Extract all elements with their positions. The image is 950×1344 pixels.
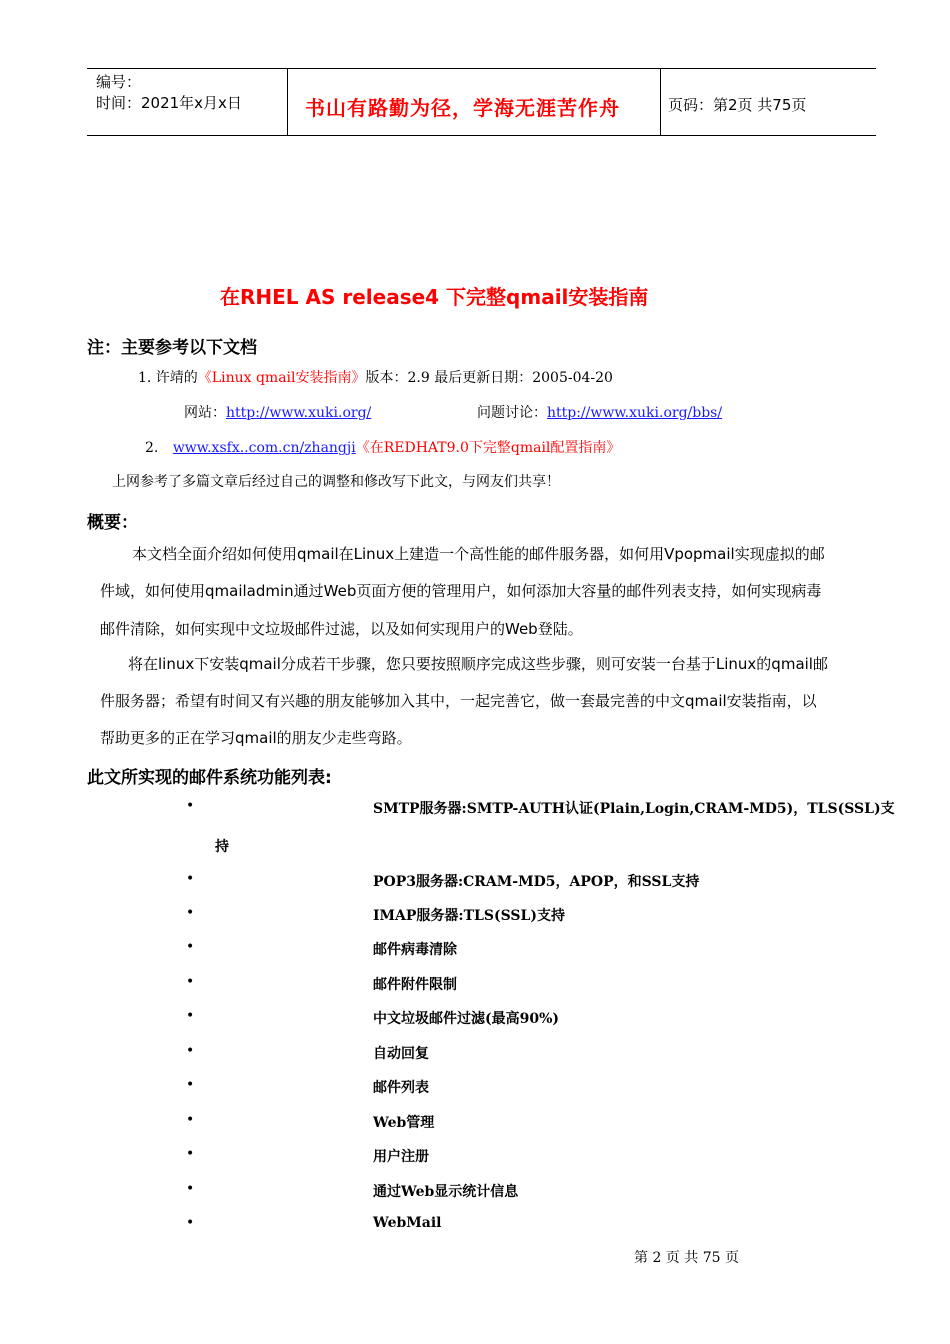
header-serial: 编号：	[96, 73, 142, 91]
feature-bullet: •	[186, 939, 195, 955]
feature-item: 自动回复	[373, 1046, 429, 1062]
feature-bullet: •	[186, 1215, 195, 1231]
feature-bullet: •	[186, 871, 195, 887]
feature-item: 通过Web显示统计信息	[373, 1184, 519, 1200]
summary-p2-line1: 将在linux下安装qmail分成若干步骤，您只要按照顺序完成这些步骤，则可安装一台基于Linux的qmail邮	[128, 655, 828, 673]
notes-remark: 上网参考了多篇文章后经过自己的调整和修改写下此文，与网友们共享！	[112, 474, 560, 490]
header-motto: 书山有路勤为径，学海无涯苦作舟	[305, 96, 620, 120]
site-link[interactable]: http://www.xuki.org/	[226, 405, 372, 421]
page-footer: 第 2 页 共 75 页	[634, 1250, 739, 1266]
feature-bullet: •	[186, 1146, 195, 1162]
reference-1-version: 版本：2.9 最后更新日期：2005-04-20	[365, 370, 613, 386]
feature-item: 邮件附件限制	[373, 977, 457, 993]
feature-item: IMAP服务器:TLS(SSL)支持	[373, 908, 565, 924]
reference-1-book[interactable]: 《Linux qmail安装指南》	[197, 370, 366, 386]
reference-1	[138, 368, 613, 388]
forum-label: 问题讨论：	[477, 405, 547, 421]
reference-1-prefix: 1. 许靖的	[138, 370, 198, 386]
reference-1-links	[184, 403, 371, 423]
feature-item-continuation: 持	[215, 839, 229, 855]
feature-item: 邮件病毒清除	[373, 942, 457, 958]
reference-2-prefix: 2.	[145, 440, 159, 456]
reference-1-forum	[477, 403, 722, 423]
feature-item: SMTP服务器:SMTP-AUTH认证(Plain,Login,CRAM-MD5)，TLS(SSL)支	[373, 801, 895, 817]
feature-item: 用户注册	[373, 1149, 429, 1165]
feature-bullet: •	[186, 1043, 195, 1059]
site-label: 网站：	[184, 405, 226, 421]
feature-item: 邮件列表	[373, 1080, 429, 1096]
feature-bullet: •	[186, 1077, 195, 1093]
feature-bullet: •	[186, 1008, 195, 1024]
feature-bullet: •	[186, 798, 195, 814]
feature-bullet: •	[186, 1181, 195, 1197]
features-heading: 此文所实现的邮件系统功能列表:	[87, 768, 332, 788]
reference-2-book[interactable]: 《在REDHAT9.0下完整qmail配置指南》	[355, 440, 621, 456]
feature-item: WebMail	[373, 1215, 442, 1231]
header-top-rule	[87, 68, 876, 69]
summary-p2-line3: 帮助更多的正在学习qmail的朋友少走些弯路。	[100, 729, 412, 747]
feature-item: 中文垃圾邮件过滤(最高90%)	[373, 1011, 560, 1027]
reference-2	[145, 438, 620, 458]
reference-2-link[interactable]: www.xsfx..com.cn/zhangji	[172, 440, 356, 456]
feature-bullet: •	[186, 1112, 195, 1128]
forum-link[interactable]: http://www.xuki.org/bbs/	[547, 405, 723, 421]
feature-item: Web管理	[373, 1115, 435, 1131]
feature-item: POP3服务器:CRAM-MD5，APOP，和SSL支持	[373, 874, 700, 890]
summary-p2-line2: 件服务器；希望有时间又有兴趣的朋友能够加入其中，一起完善它，做一套最完善的中文qmail安装指南，以	[100, 692, 817, 710]
summary-heading: 概要：	[87, 513, 138, 533]
document-title: 在RHEL AS release4 下完整qmail安装指南	[220, 285, 649, 309]
notes-heading: 注：主要参考以下文档	[87, 338, 257, 358]
feature-bullet: •	[186, 974, 195, 990]
header-divider-left	[287, 68, 288, 136]
header-bottom-rule	[87, 135, 876, 136]
header-date: 时间：2021年x月x日	[96, 94, 242, 112]
feature-bullet: •	[186, 905, 195, 921]
header-divider-right	[660, 68, 661, 136]
header-page-info: 页码：第2页 共75页	[668, 96, 807, 114]
summary-p1-line2: 件域，如何使用qmailadmin通过Web页面方便的管理用户，如何添加大容量的邮件列表支持，如何实现病毒	[100, 582, 822, 600]
summary-p1-line3: 邮件清除，如何实现中文垃圾邮件过滤，以及如何实现用户的Web登陆。	[100, 620, 583, 638]
summary-p1-line1: 本文档全面介绍如何使用qmail在Linux上建造一个高性能的邮件服务器，如何用Vpopmail实现虚拟的邮	[132, 545, 825, 563]
